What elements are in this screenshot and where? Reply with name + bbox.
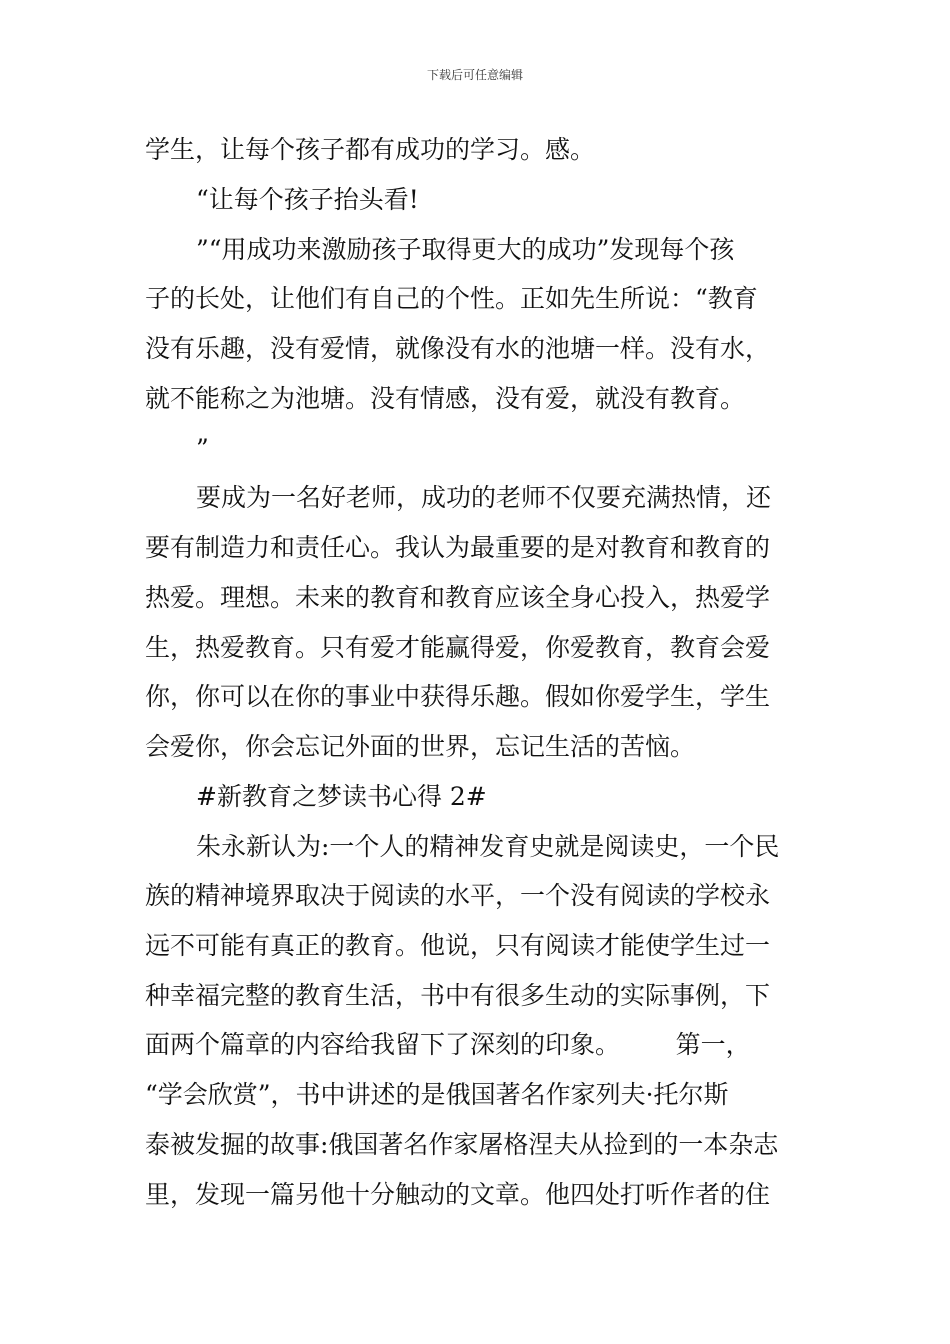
text-line: 要成为一名好老师，成功的老师不仅要充满热情，还 [196,483,772,512]
text-line: ” [196,434,209,463]
text-line: “让每个孩子抬头看! [196,185,419,214]
text-line: 子的长处，让他们有自己的个性。正如先生所说：“教育 [145,284,758,313]
text-line: 种幸福完整的教育生活，书中有很多生动的实际事例，下 [145,981,771,1010]
text-line: 族的精神境界取决于阅读的水平，一个没有阅读的学校永 [145,881,771,910]
text-line: 要有制造力和责任心。我认为最重要的是对教育和教育的 [145,533,771,562]
text-line: 你，你可以在你的事业中获得乐趣。假如你爱学生，学生 [145,682,771,711]
text-line: 朱永新认为:一个人的精神发育史就是阅读史，一个民 [196,832,780,861]
text-line: 里，发现一篇另他十分触动的文章。他四处打听作者的住 [145,1180,771,1209]
text-line: 会爱你，你会忘记外面的世界，忘记生活的苦恼。 [145,732,696,761]
text-line: 学生，让每个孩子都有成功的学习。感。 [145,135,596,164]
text-line: 就不能称之为池塘。没有情感，没有爱，就没有教育。 [145,384,746,413]
section-heading: #新教育之梦读书心得 2# [196,782,487,811]
text-line: 没有乐趣，没有爱情，就像没有水的池塘一样。没有水， [145,334,771,363]
text-line: 泰被发掘的故事:俄国著名作家屠格涅夫从捡到的一本杂志 [145,1130,779,1159]
text-line: 生，热爱教育。只有爱才能赢得爱，你爱教育，教育会爱 [145,633,771,662]
page-header: 下载后可任意编辑 [426,68,523,82]
text-line: 远不可能有真正的教育。他说，只有阅读才能使学生过一 [145,931,771,960]
text-line: “学会欣赏”，书中讲述的是俄国著名作家列夫·托尔斯 [145,1080,729,1109]
text-line: 面两个篇章的内容给我留下了深刻的印象。 第一， [145,1030,751,1059]
text-line: 热爱。理想。未来的教育和教育应该全身心投入，热爱学 [145,583,771,612]
text-line: ”“用成功来激励孩子取得更大的成功”发现每个孩 [196,235,735,264]
